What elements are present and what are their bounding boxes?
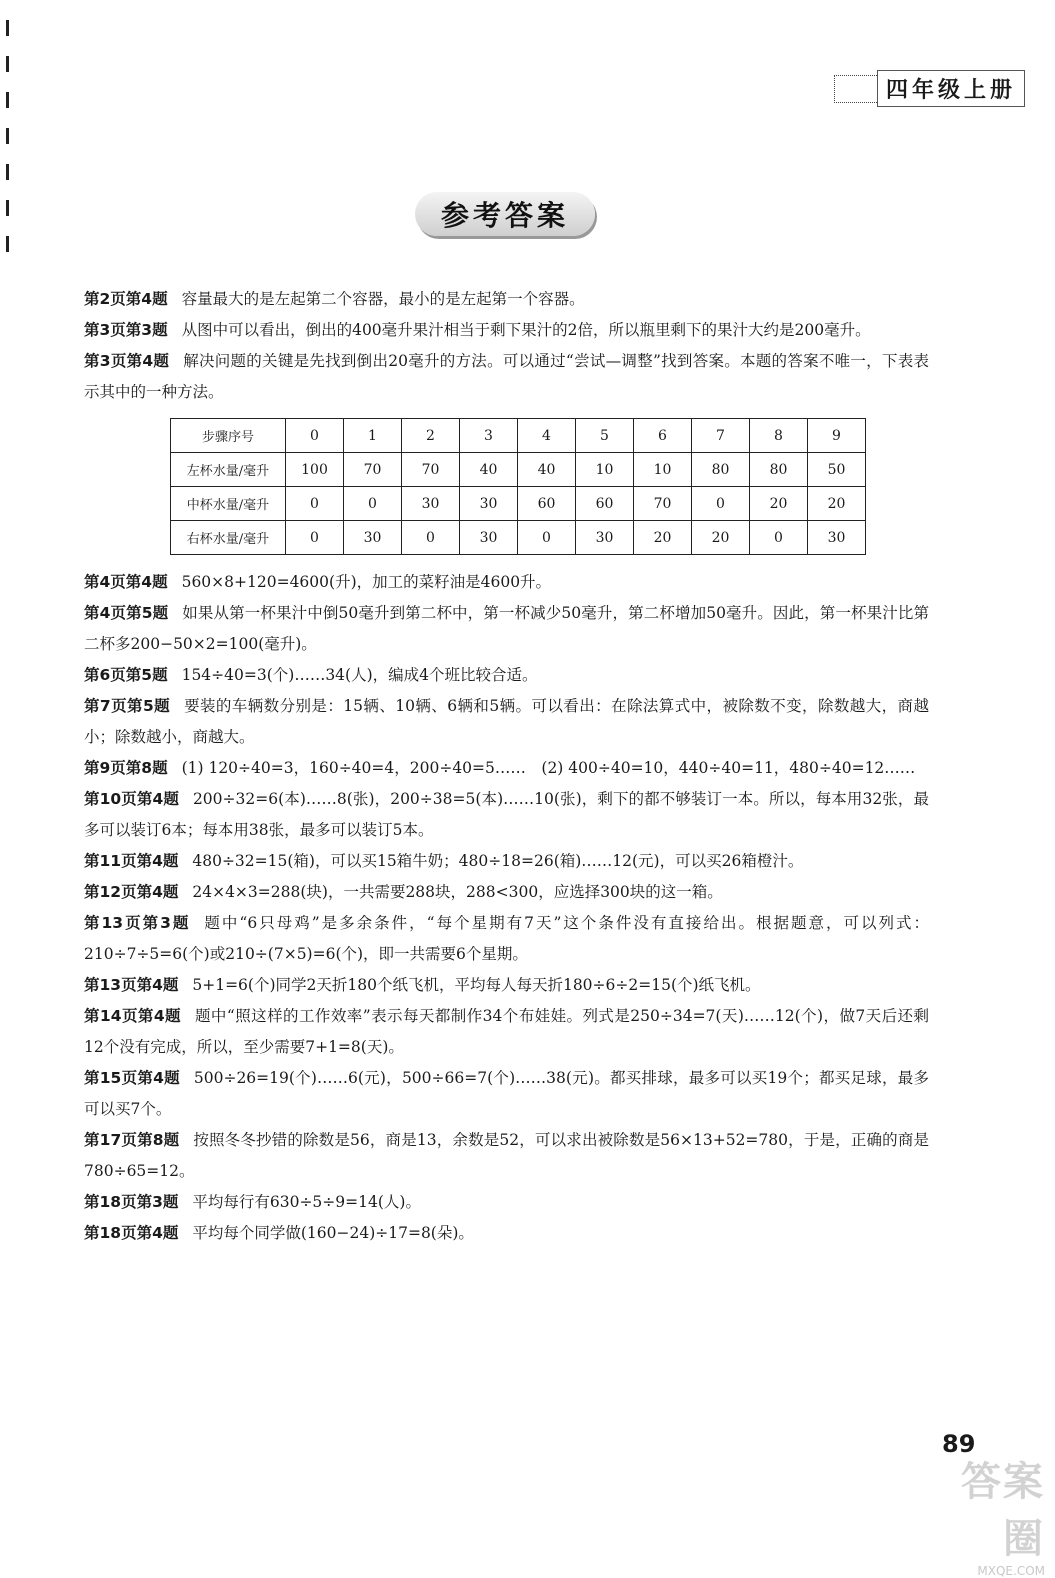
table-cell: 10 bbox=[576, 453, 634, 487]
table-cell: 100 bbox=[286, 453, 344, 487]
answer-item bbox=[84, 753, 929, 784]
answer-item bbox=[84, 970, 929, 1001]
table-cell: 左杯水量/毫升 bbox=[171, 453, 286, 487]
watermark-logo-text: 答案圈 bbox=[961, 1459, 1045, 1562]
answer-label: 第13页第4题 bbox=[84, 976, 179, 994]
table-header-row bbox=[171, 419, 866, 453]
table-cell: 20 bbox=[750, 487, 808, 521]
answer-item bbox=[84, 660, 929, 691]
table-cell: 50 bbox=[808, 453, 866, 487]
table-cell: 80 bbox=[750, 453, 808, 487]
answer-label: 第3页第4题 bbox=[84, 352, 170, 370]
table-cell: 6 bbox=[634, 419, 692, 453]
answer-item bbox=[84, 567, 929, 598]
answer-label: 第15页第4题 bbox=[84, 1069, 180, 1087]
answer-text: 480÷32=15(箱)，可以买15箱牛奶；480÷18=26(箱)……12(元)，可以买26箱橙汁。 bbox=[192, 852, 804, 870]
answer-label: 第11页第4题 bbox=[84, 852, 179, 870]
table-cell: 3 bbox=[460, 419, 518, 453]
title-banner bbox=[415, 192, 595, 236]
answer-label: 第18页第3题 bbox=[84, 1193, 179, 1211]
answer-text: 5+1=6(个)同学2天折180个纸飞机，平均每人每天折180÷6÷2=15(个)纸飞机。 bbox=[192, 976, 761, 994]
answer-label: 第2页第4题 bbox=[84, 290, 168, 308]
watermark-url: MXQE.COM bbox=[977, 1564, 1045, 1578]
table-cell: 20 bbox=[692, 521, 750, 555]
table-cell: 70 bbox=[344, 453, 402, 487]
answer-label: 第17页第8题 bbox=[84, 1131, 180, 1149]
answer-label: 第9页第8题 bbox=[84, 759, 168, 777]
answer-label: 第10页第4题 bbox=[84, 790, 179, 808]
answer-item bbox=[84, 846, 929, 877]
table-cell: 0 bbox=[518, 521, 576, 555]
table-cell: 30 bbox=[460, 487, 518, 521]
answer-label: 第14页第4题 bbox=[84, 1007, 181, 1025]
answer-text: 如果从第一杯果汁中倒50毫升到第二杯中，第一杯减少50毫升，第二杯增加50毫升。因此，第一杯果汁比第二杯多200−50×2=100(毫升)。 bbox=[84, 604, 929, 653]
table-cell: 右杯水量/毫升 bbox=[171, 521, 286, 555]
answer-item bbox=[84, 691, 929, 753]
answer-item bbox=[84, 346, 929, 408]
answer-label: 第13页第3题 bbox=[84, 914, 191, 932]
binder-marks bbox=[6, 20, 10, 272]
water-table bbox=[170, 418, 866, 555]
answer-text: 要装的车辆数分别是：15辆、10辆、6辆和5辆。可以看出：在除法算式中，被除数不变，除数越大，商越小；除数越小，商越大。 bbox=[84, 697, 929, 746]
table-row bbox=[171, 487, 866, 521]
water-table-wrap bbox=[170, 418, 929, 555]
answer-label: 第7页第5题 bbox=[84, 697, 171, 715]
watermark bbox=[930, 1450, 1045, 1578]
answer-label: 第4页第4题 bbox=[84, 573, 168, 591]
answer-text: (1) 120÷40=3，160÷40=4，200÷40=5…… (2) 400÷40=10，440÷40=11，480÷40=12…… bbox=[181, 759, 916, 777]
answer-text: 平均每行有630÷5÷9=14(人)。 bbox=[192, 1193, 421, 1211]
answer-item bbox=[84, 1125, 929, 1187]
table-cell: 2 bbox=[402, 419, 460, 453]
answer-text: 解决问题的关键是先找到倒出20毫升的方法。可以通过“尝试—调整”找到答案。本题的答案不唯一，下表表示其中的一种方法。 bbox=[84, 352, 929, 401]
table-cell: 0 bbox=[286, 521, 344, 555]
answer-item bbox=[84, 1063, 929, 1125]
answer-item bbox=[84, 784, 929, 846]
table-cell: 0 bbox=[692, 487, 750, 521]
grade-header bbox=[834, 70, 1025, 107]
table-cell: 7 bbox=[692, 419, 750, 453]
answer-item bbox=[84, 877, 929, 908]
answer-text: 500÷26=19(个)……6(元)，500÷66=7(个)……38(元)。都买排球，最多可以买19个；都买足球，最多可以买7个。 bbox=[84, 1069, 930, 1118]
answer-item bbox=[84, 598, 929, 660]
answer-content bbox=[84, 284, 929, 1249]
answer-text: 容量最大的是左起第二个容器，最小的是左起第一个容器。 bbox=[181, 290, 585, 308]
answer-text: 560×8+120=4600(升)，加工的菜籽油是4600升。 bbox=[181, 573, 552, 591]
answer-item bbox=[84, 1001, 929, 1063]
table-cell: 30 bbox=[344, 521, 402, 555]
table-cell: 10 bbox=[634, 453, 692, 487]
table-cell: 0 bbox=[286, 419, 344, 453]
answer-text: 从图中可以看出，倒出的400毫升果汁相当于剩下果汁的2倍，所以瓶里剩下的果汁大约是200毫升。 bbox=[181, 321, 871, 339]
page-number: 89 bbox=[942, 1430, 976, 1458]
table-cell: 40 bbox=[460, 453, 518, 487]
table-cell: 5 bbox=[576, 419, 634, 453]
answer-label: 第12页第4题 bbox=[84, 883, 179, 901]
table-cell: 70 bbox=[634, 487, 692, 521]
table-cell: 0 bbox=[286, 487, 344, 521]
table-cell: 60 bbox=[518, 487, 576, 521]
table-row bbox=[171, 453, 866, 487]
table-cell: 0 bbox=[344, 487, 402, 521]
table-cell: 60 bbox=[576, 487, 634, 521]
answer-text: 题中“照这样的工作效率”表示每天都制作34个布娃娃。列式是250÷34=7(天)……12(个)，做7天后还剩12个没有完成，所以，至少需要7+1=8(天)。 bbox=[84, 1007, 929, 1056]
table-cell: 1 bbox=[344, 419, 402, 453]
answer-text: 200÷32=6(本)……8(张)，200÷38=5(本)……10(张)，剩下的都不够装订一本。所以，每本用32张，最多可以装订6本；每本用38张，最多可以装订5本。 bbox=[84, 790, 929, 839]
table-cell: 0 bbox=[750, 521, 808, 555]
table-cell: 中杯水量/毫升 bbox=[171, 487, 286, 521]
table-cell: 30 bbox=[576, 521, 634, 555]
answer-text: 154÷40=3(个)……34(人)，编成4个班比较合适。 bbox=[181, 666, 538, 684]
answer-label: 第4页第5题 bbox=[84, 604, 169, 622]
table-cell: 0 bbox=[402, 521, 460, 555]
table-cell: 20 bbox=[808, 487, 866, 521]
table-row bbox=[171, 521, 866, 555]
answer-text: 题中“6只母鸡”是多余条件，“每个星期有7天”这个条件没有直接给出。根据题意，可以列式：210÷7÷5=6(个)或210÷(7×5)=6(个)，即一共需要6个星期。 bbox=[84, 914, 929, 963]
answer-item bbox=[84, 1187, 929, 1218]
answer-label: 第3页第3题 bbox=[84, 321, 168, 339]
answer-text: 24×4×3=288(块)，一共需要288块，288<300，应选择300块的这一箱。 bbox=[192, 883, 723, 901]
table-cell: 30 bbox=[808, 521, 866, 555]
answer-text: 平均每个同学做(160−24)÷17=8(朵)。 bbox=[192, 1224, 474, 1242]
table-cell: 步骤序号 bbox=[171, 419, 286, 453]
page-title: 参考答案 bbox=[440, 199, 569, 232]
table-cell: 9 bbox=[808, 419, 866, 453]
answer-text: 按照冬冬抄错的除数是56，商是13，余数是52，可以求出被除数是56×13+52=780，于是，正确的商是780÷65=12。 bbox=[84, 1131, 929, 1180]
table-cell: 40 bbox=[518, 453, 576, 487]
table-cell: 8 bbox=[750, 419, 808, 453]
answer-label: 第18页第4题 bbox=[84, 1224, 179, 1242]
answer-item bbox=[84, 1218, 929, 1249]
answer-item bbox=[84, 284, 929, 315]
table-cell: 4 bbox=[518, 419, 576, 453]
table-cell: 70 bbox=[402, 453, 460, 487]
grade-label: 四年级上册 bbox=[877, 70, 1025, 107]
grade-dotted-line bbox=[834, 75, 877, 103]
table-cell: 30 bbox=[402, 487, 460, 521]
answer-item bbox=[84, 908, 929, 970]
answer-item bbox=[84, 315, 929, 346]
table-cell: 80 bbox=[692, 453, 750, 487]
answer-label: 第6页第5题 bbox=[84, 666, 168, 684]
table-cell: 20 bbox=[634, 521, 692, 555]
table-cell: 30 bbox=[460, 521, 518, 555]
